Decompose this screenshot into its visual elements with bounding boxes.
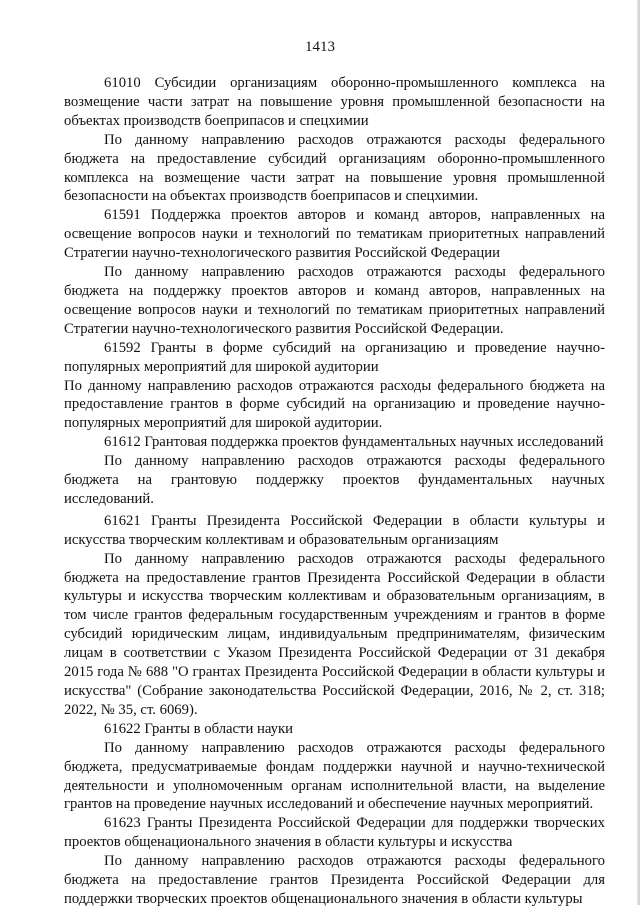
paragraph-61592-heading: 61592 Гранты в форме субсидий на организацию и проведение научно-популярных мероприятий для широкой аудитории bbox=[64, 339, 605, 375]
paragraph-61592-description: По данному направлению расходов отражаются расходы федерального бюджета на предоставление грантов в форме субсидий на организацию и проведение научно-популярных мероприятий для широкой аудитории. bbox=[64, 377, 605, 432]
paragraph-61010-heading: 61010 Субсидии организациям оборонно-промышленного комплекса на возмещение части затрат на повышение уровня промышленной безопасности на объектах производств боеприпасов и спецхимии bbox=[64, 75, 605, 129]
paragraph-61623-heading: 61623 Гранты Президента Российской Федерации для поддержки творческих проектов общенационального значения в области культуры и искусства bbox=[64, 815, 605, 851]
paragraph-61010-description: По данному направлению расходов отражаются расходы федерального бюджета на предоставление субсидий организациям оборонно-промышленного комплекса на возмещение части затрат на повышение уровня промышленной безопасности на объектах производств боеприпасов и спецхимии. bbox=[64, 131, 605, 205]
paragraph-61621-description: По данному направлению расходов отражаются расходы федерального бюджета на предоставление грантов Президента Российской Федерации в области культуры и искусства творческим коллективам и образовательным организациям, в том числе грантов федеральным государственным учреждениям и грантов в форме субсидий юридическим лицам, индивидуальным предпринимателям, физическим лицам в соответствии с Указом Президента Российской Федерации от 31 декабря 2015 года № 688 "О грантах Президента Российской Федерации в области культуры и искусства" (Собрание законодательства Российской Федерации, 2016, № 2, ст. 318; 2022, № 35, ст. 6069). bbox=[64, 550, 605, 718]
paragraph-61622-heading: 61622 Гранты в области науки bbox=[104, 720, 293, 737]
paragraph-61621-heading: 61621 Гранты Президента Российской Федерации в области культуры и искусства творческим коллективам и образовательным организациям bbox=[64, 512, 605, 548]
paragraph-61623-description: По данному направлению расходов отражаются расходы федерального бюджета на предоставление грантов Президента Российской Федерации для поддержки творческих проектов общенационального значения в области культуры bbox=[64, 853, 605, 907]
paragraph-61591-description: По данному направлению расходов отражаются расходы федерального бюджета на поддержку проектов авторов и команд авторов, направленных на освещение вопросов науки и технологий по тематикам приоритетных направлений Стратегии научно-технологического развития Российской Федерации. bbox=[64, 264, 605, 337]
paragraph-61591-heading: 61591 Поддержка проектов авторов и команд авторов, направленных на освещение вопросов науки и технологий по тематикам приоритетных направлений Стратегии научно-технологического развития Российской Федерации bbox=[64, 207, 605, 262]
paragraph-61612-description: По данному направлению расходов отражаются расходы федерального бюджета на грантовую поддержку проектов фундаментальных научных исследований. bbox=[64, 453, 605, 507]
page-number: 1413 bbox=[305, 39, 335, 55]
paragraph-61622-description: По данному направлению расходов отражаются расходы федерального бюджета, предусматриваемые фондам поддержки научной и научно-технической деятельности и уполномоченным органам исполнительной власти, на выделение грантов на проведение научных исследований и обеспечение научных мероприятий. bbox=[64, 739, 605, 813]
document-body bbox=[64, 74, 605, 909]
paragraph-61612-heading: 61612 Грантовая поддержка проектов фундаментальных научных исследований bbox=[104, 434, 604, 451]
